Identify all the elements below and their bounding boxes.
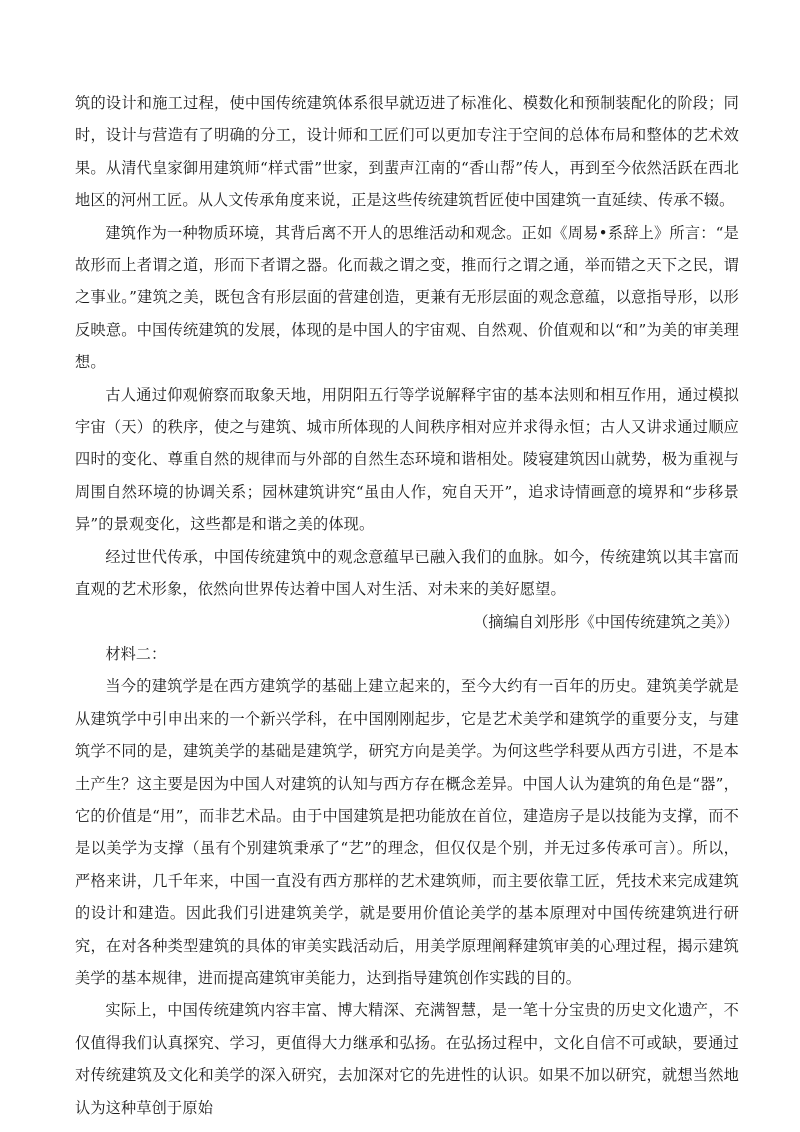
paragraph-4: 经过世代传承，中国传统建筑中的观念意蕴早已融入我们的血脉。如今，传统建筑以其丰富而直观的艺术形象，依然向世界传达着中国人对生活、对未来的美好愿望。 bbox=[75, 547, 739, 599]
paragraph-3: 古人通过仰观俯察而取象天地，用阴阳五行等学说解释宇宙的基本法则和相互作用，通过模拟宇宙（天）的秩序，使之与建筑、城市所体现的人间秩序相对应并求得永恒；古人又讲求通过顺应四时的变化、尊重自然的规律而与外部的自然生态环境和谐相处。陵寝建筑因山就势，极为重视与周围自然环境的协调关系；园林建筑讲究“虽由人作，宛自天开”，追求诗情画意的境界和“步移景异”的景观变化，这些都是和谐之美的体现。 bbox=[75, 385, 739, 534]
paragraph-5: 当今的建筑学是在西方建筑学的基础上建立起来的，至今大约有一百年的历史。建筑美学就是从建筑学中引申出来的一个新兴学科，在中国刚刚起步，它是艺术美学和建筑学的重要分支，与建筑学不同的是，建筑美学的基础是建筑学，研究方向是美学。为何这些学科要从西方引进，不是本土产生？这主要是因为中国人对建筑的认知与西方存在概念差异。中国人认为建筑的角色是“器”，它的价值是“用”，而非艺术品。由于中国建筑是把功能放在首位，建造房子是以技能为支撑，而不是以美学为支撑（虽有个别建筑秉承了“艺”的理念，但仅仅是个别，并无过多传承可言）。所以，严格来讲，几千年来，中国一直没有西方那样的艺术建筑师，而主要依靠工匠，凭技术来完成建筑的设计和建造。因此我们引进建筑美学，就是要用价值论美学的基本原理对中国传统建筑进行研究，在对各种类型建筑的具体的审美实践活动后，用美学原理阐释建筑审美的心理过程，揭示建筑美学的基本规律，进而提高建筑审美能力，达到指导建筑创作实践的目的。 bbox=[75, 677, 739, 987]
paragraph-1: 筑的设计和施工过程，使中国传统建筑体系很早就迈进了标准化、模数化和预制装配化的阶段；同时，设计与营造有了明确的分工，设计师和工匠们可以更加专注于空间的总体布局和整体的艺术效果。从清代皇家御用建筑师“样式雷”世家，到蜚声江南的“香山帮”传人，再到至今依然活跃在西北地区的河州工匠。从人文传承角度来说，正是这些传统建筑哲匠使中国建筑一直延续、传承不辍。 bbox=[75, 94, 739, 210]
paragraph-6: 实际上，中国传统建筑内容丰富、博大精深、充满智慧，是一笔十分宝贵的历史文化遗产，不仅值得我们认真探究、学习，更值得大力继承和弘扬。在弘扬过程中，文化自信不可或缺，要通过对传统建筑及文化和美学的深入研究，去加深对它的先进性的认识。如果不加以研究，就想当然地认为这种草创于原始 bbox=[75, 1001, 739, 1117]
source-citation: （摘编自刘彤彤《中国传统建筑之美》） bbox=[473, 612, 739, 631]
paragraph-2: 建筑作为一种物质环境，其背后离不开人的思维活动和观念。正如《周易•系辞上》所言：“是故形而上者谓之道，形而下者谓之器。化而裁之谓之变，推而行之谓之通，举而错之天下之民，谓之事业。”建筑之美，既包含有形层面的营建创造，更兼有无形层面的观念意蕴，以意指导形，以形反映意。中国传统建筑的发展，体现的是中国人的宇宙观、自然观、价值观和以“和”为美的审美理想。 bbox=[75, 223, 739, 372]
document-page bbox=[75, 87, 739, 1124]
material-label: 材料二： bbox=[105, 644, 167, 663]
